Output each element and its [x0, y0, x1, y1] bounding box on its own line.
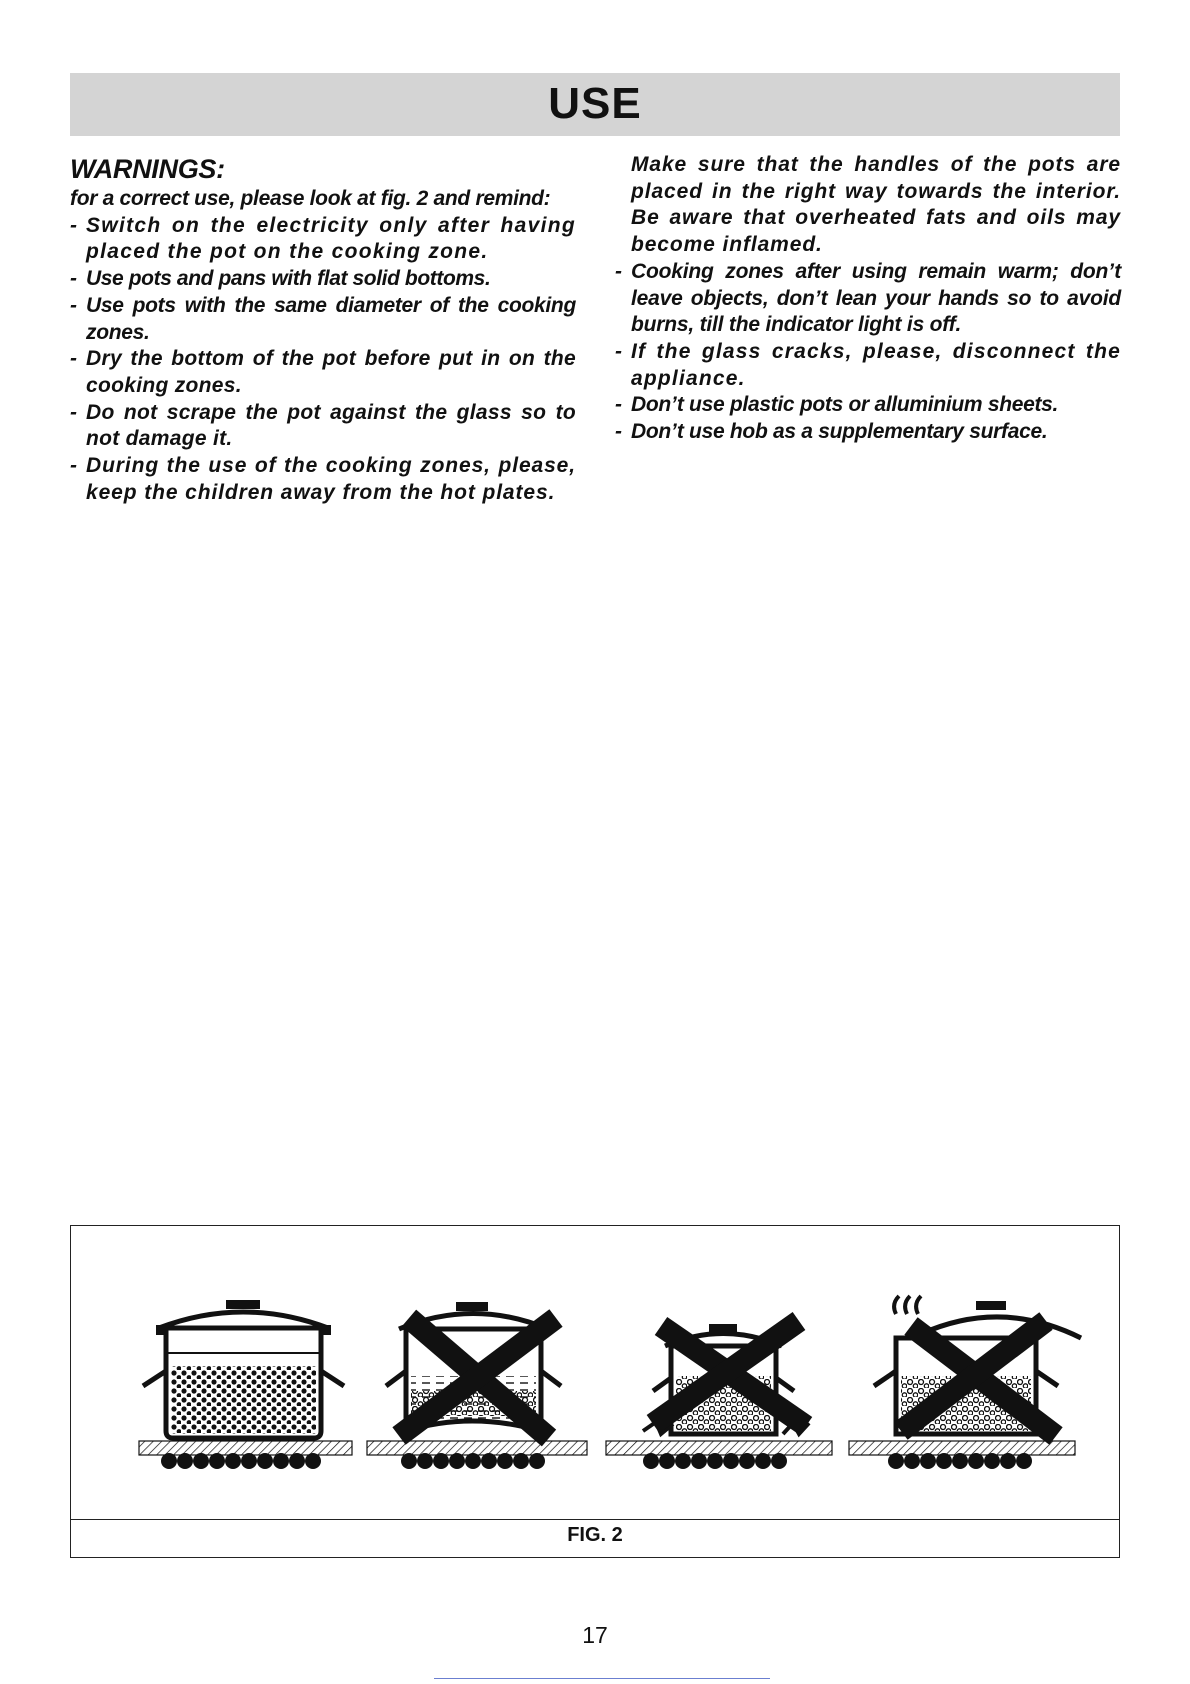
list-item: - Use pots with the same diameter of the cooking zones.: [70, 293, 576, 344]
pot-correct: [139, 1300, 352, 1469]
list-item: - Do not scrape the pot against the glass so to not damage it.: [70, 400, 576, 451]
handles-warning: Make sure that the handles of the pots are placed in the right way towards the interior. Be aware that overheated fats and oils may become inflamed.: [631, 153, 1121, 257]
figure-box: [70, 1225, 1120, 1558]
pot-wrong-bottom: [367, 1302, 587, 1469]
list-item: - During the use of the cooking zones, please, keep the children away from the hot plates.: [70, 454, 576, 504]
list-item: - Don’t use plastic pots or alluminium sheets.: [615, 393, 1059, 417]
warnings-right-column: [615, 152, 1121, 446]
list-item: - Use pots and pans with flat solid bottoms.: [70, 267, 491, 291]
list-item: - Don’t use hob as a supplementary surface.: [615, 420, 1048, 444]
warnings-intro: for a correct use, please look at fig. 2 and remind:: [70, 187, 551, 210]
pot-illustrations: [71, 1226, 1119, 1519]
figure-divider: [71, 1519, 1119, 1520]
page-number: 17: [582, 1622, 608, 1648]
list-item: - If the glass cracks, please, disconnect the appliance.: [615, 339, 1121, 390]
section-title: USE: [548, 79, 642, 128]
section-header: [70, 73, 1120, 136]
warnings-title: WARNINGS:: [70, 154, 225, 184]
list-item: - Dry the bottom of the pot before put in on the cooking zones.: [70, 347, 576, 397]
warnings-left-column: [70, 152, 576, 506]
pot-wrong-size: [606, 1321, 832, 1469]
figure-caption: FIG. 2: [567, 1524, 623, 1546]
bottom-rule: [434, 1678, 770, 1679]
pot-wrong-lid: [849, 1296, 1081, 1469]
list-item: - Cooking zones after using remain warm; don’t leave objects, don’t lean your hands so to avoid burns, till the indicator light is off.: [615, 259, 1121, 337]
list-item: - Switch on the electricity only after having placed the pot on the cooking zone.: [70, 213, 576, 264]
